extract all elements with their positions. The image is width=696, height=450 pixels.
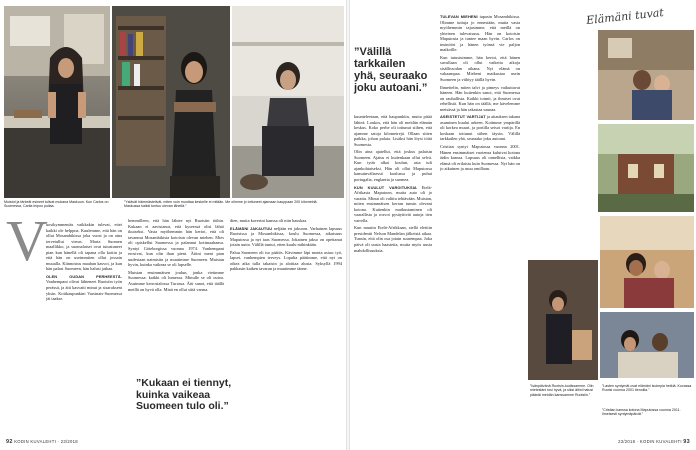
subhead-tulevan-mieheni: TULEVAN MIEHENI — [440, 14, 478, 19]
text-column-2 — [128, 218, 224, 368]
text-column-3 — [230, 218, 342, 434]
photo-caption-left: Muistot ja tärkeät esineet tulivat mukana Maskuun. Kun Carlos on Suomessa, Carlla leipoo pullaa. — [4, 200, 109, 209]
photo-caption-middle: ”Ystävät hämmästelivät, miten voin muuttaa keskelle ei mitään. Me olimme jo tottuneet ajamaan kauppaan 200 kilometriä. Maskussa kaikki tuntuu olevan lähellä.” — [124, 200, 318, 209]
photo-bookshelf-portrait — [112, 6, 230, 198]
paragraph-r2d: ja aitauksen takana asuminen kuului arkeen. Kotimme ympärillä oli korkea muuri, ja portilla seisoi vartija. En koskaan tottunut siihen täysin. Välillä tarkkailen yhä, seuraako joku autoani. — [440, 114, 520, 142]
pull-quote-left: ”Kukaan ei tiennyt, kuinka vaikeaa Suomeen tulo oli.” — [136, 377, 232, 412]
family-photo-4-illustration — [600, 216, 694, 308]
paragraph-r1c: Etelä-Afrikasta Maputoon, mutta auto oli jo varattu. Minut oli valittu tehtävään. Muistan, miten ensimmäisen kerran tunsin olevani kotona. Kuitenkin matkustaminen oli vaarallista ja rosvot pysäyttivät autoja tien varrella. — [354, 184, 432, 223]
page-number-right: 93 — [683, 439, 690, 445]
paragraph-col2b: Muistan ensimmäisen joulun, jonka vietimme Suomessa: kaikki oli lumessa. Minulle se oli outoa. Asuimme kerrostalossa Turussa. Äiti sanoi, että täällä meillä on hyvä olla. Minä en ollut siitä varma. — [128, 269, 224, 292]
outdoor-illustration — [232, 6, 344, 198]
intro-paragraph: uosikymmentäs vaikkakin tulevat, ettei kaikki ole helppoa. Kuulemme, että hän on ollut Mosambikissa joka vuosi ja on aina tervetullut vieras. Maria Suomen maallikko, ja suomalaiset ovat tutustuneet pian kun hänellä oli tapana olla kotiin ja että hän on useimmiten ollut jossain muualla. Kiinnostus maahan kasvoi, ja kun hän palasi Suomeen, hän halusi jatkaa. — [46, 222, 122, 272]
paragraph-col3b: neljään eri jaksoon. Varhainen lapsuus Ruotsissa ja Mosambikissa, koulu Suomessa, aikuisuus Maputossa ja nyt taas Suomessa. Jokainen jakso on opettanut jotain uutta. Välillä tuntui, etten kuulu mihinkään. — [230, 225, 342, 248]
paragraph-r1d: Kun muutin Etelä-Afrikkaan, siellä elettiin presidentti Nelson Mandelan jälkeistä aikaa. Tunsin, että olin osa jotain suurempaa. Joka päivä oli uusia haasteita, mutta myös uusia mahdollisuuksia. — [354, 225, 432, 253]
text-column-1 — [46, 222, 122, 438]
paragraph-col3c: Paluu Suomeen oli iso päätös. Kävimme läpi monta asiaa: työ, lapset, vanhempien terveys. Lopulta päätimme, että nyt on oikea aika tulla takaisin ja aloittaa alusta. Syksyllä 1994 pakkasin kaiken tavaran ja muutimme tänne. — [230, 249, 342, 272]
photo-family-5 — [600, 312, 694, 378]
photo-family-4 — [600, 216, 694, 308]
subhead-kun-kuulut: KUN KUULUT VAROITUKSIA — [354, 184, 417, 190]
photo-family-1 — [598, 30, 694, 120]
paragraph-r1b: Olin aina ajatellut, että joskus palaisin Suomeen. Ajatus ei kuitenkaan ollut selvä. Kun tytär alkoi koulun, asia tuli ajankohtaiseksi. Hän oli ollut Maputossa kansainvälisessä koulussa ja puhui portugalia, englantia ja suomea. — [354, 149, 432, 183]
photo-family-2 — [598, 124, 694, 212]
subhead-aseistetut-vartijat: ASEISTETUT VARTIJAT — [440, 114, 486, 120]
family-photo-5-illustration — [600, 312, 694, 378]
photo-family-3 — [528, 260, 598, 380]
subhead-elamani-jakautuu: ELÄMÄNI JAKAUTUU — [230, 225, 273, 231]
text-column-r1 — [354, 114, 432, 442]
kitchen-illustration — [4, 6, 110, 198]
family-photo-2-illustration — [598, 124, 694, 212]
page-number-left: 92 — [6, 439, 13, 445]
family-photo-3-illustration — [528, 260, 598, 380]
folio-text-left: KODIN KUVALEHTI · 23/2018 — [14, 439, 78, 444]
paragraph-r2b: Kun tutustuimme, hän kertoi, että hänen suvullaan oli ollut vaikeita aikoja sisällissodan aikana. Nyt elämä on vakaampaa. Mieheni matkustaa usein Suomeen ja viihtyy täällä hyvin. — [440, 54, 520, 83]
right-page — [350, 0, 696, 450]
folio-text-right: 23/2018 · KODIN KUVALEHTI — [618, 439, 682, 444]
family-photo-1-illustration — [598, 30, 694, 120]
photo-outdoor-portrait — [232, 6, 344, 198]
photo-caption-r1: ”Isänpäivänä Ruotsin-kodissamme. Olin mielestäni tosi hyvä, ja siksi äitini halusi päästä meidän kanssamme Ruotsiin.” — [530, 384, 594, 397]
bookshelf-illustration — [112, 6, 230, 198]
paragraph-col2: hemmilleen, että hän lähtee nyt Ruotsiin töihin. Kukaan ei aavistanut, että kyseessä olisi lähtö ikuiseksi. Vasta myöhemmin hän kertoi, että oli tavannut Mosambikista kotoisin olevan miehen. Mies oli opiskellut Suomessa ja palannut kotimaahansa. Syntyi Göteborgissa vuonna 1974. Vanhempani erosivat, kun olin ihan pieni. Äitini meni pian uudestaan naimisiin ja muutimme Suomeen. Muistan hyvin, kuinka vaikeaa se oli lapselle. — [128, 218, 224, 268]
left-page — [0, 0, 346, 450]
paragraph-col3: dien, mutta kaverini kanssa oli niin hauskaa. — [230, 218, 308, 223]
folio-left — [6, 439, 78, 445]
paragraph-col1b: Vanhempani olivat lähteneet Ruotsiin työn perässä, ja äiti kasvatti minut ja sisarukseni yksin. Kotikaupunkini Varsinais-Suomessa jäi taakse. — [46, 279, 122, 302]
photo-kitchen-portrait — [4, 6, 110, 198]
paragraph-r2c: Ihmettelin, miten talvi ja pimeys vaikuttavat häneen. Hän kuitenkin sanoi, että Suomessa on rauhallista. Kaikki toimii, ja ihmiset ovat rehellisiä. Kun hän on täällä, me kävelemme metsässä ja hän rakastaa saunaa. — [440, 84, 520, 112]
paragraph-r1: kuunteleetaan, että kaupunkiin, mutta pitää lähteä. Loukos, että hän oli meidän elämän keskus. Koko perhe oli tottunut siihen, että ajamme satoja kilometrejä. Ollaan sitten paikka, johon palata. Lisäksi hän löysi töitä Suomesta. — [354, 114, 432, 147]
paragraph-r2e: Cristian syntyi Maputossa vuonna 2001. Hänen ensimmäiset vuotensa kuluivat kotona äidin kanssa. Lapsuus oli onnellista, vaikka elämä oli erilaista kuin Suomessa. Nyt hän on jo aikuinen ja asuu omillaan. — [440, 144, 520, 172]
photo-caption-r2: ”Lasten syntymät ovat elämäni isoimpia hetkiä. Kuvassa Ruotsi vuonna 2001 tienoilla.” — [602, 384, 692, 393]
paragraph-r2: tapasin Mosambikissa. Olimme tuttuja jo ennestään, mutta vasta myöhemmin tajusimme, että meillä on yhteinen tulevaisuus. Hän on kotoisin Maputosta ja tuntee maan hyvin. Carlos on insinööri ja hänen työnsä vie paljon matkoille. — [440, 14, 520, 53]
drop-cap: V — [6, 208, 48, 273]
pull-quote-right: ”Välillä tarkkailen yhä, seuraako joku autoani.” — [354, 46, 428, 94]
section-kicker: Elämäni tuvat — [585, 5, 665, 28]
subhead-olen-oudan: OLEN OUDAN PERHEESTÄ. — [46, 273, 122, 279]
folio-right — [618, 439, 690, 445]
photo-caption-r3: ”Cristian kanssa kotona Maputossa vuonna 2011. Ilmeisesti syntymäpäivät.” — [602, 408, 681, 417]
text-column-r2 — [440, 14, 520, 434]
